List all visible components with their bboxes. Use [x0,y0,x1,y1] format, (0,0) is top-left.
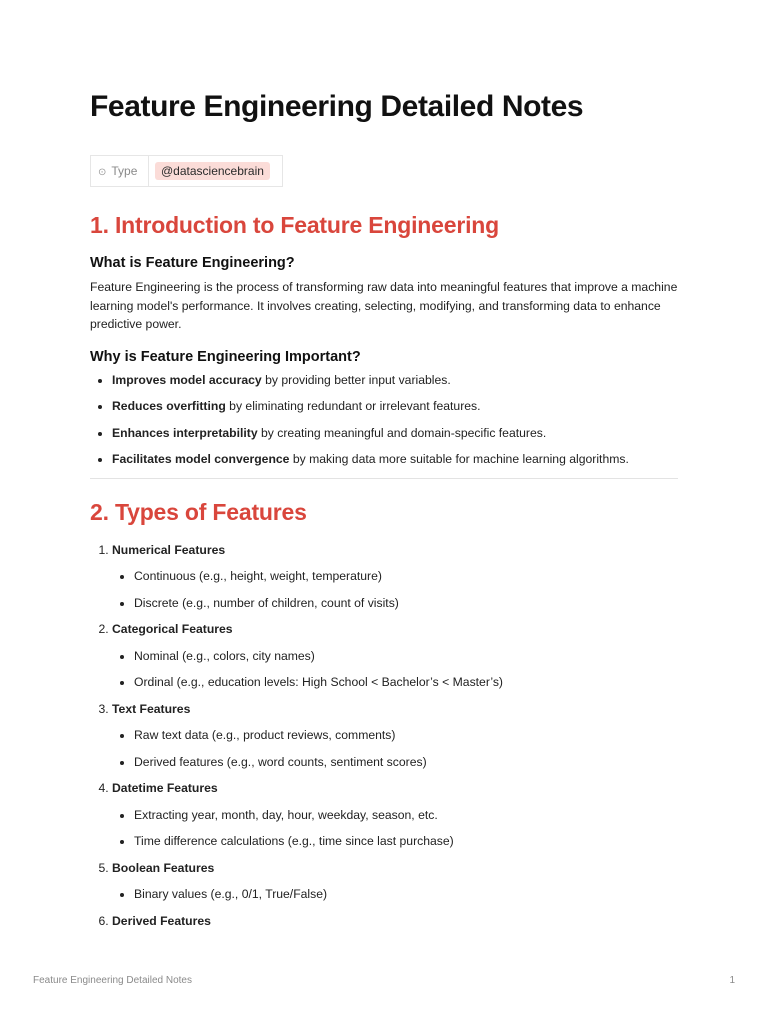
feature-type-sublist [112,568,678,612]
feature-type-sublist [112,727,678,771]
feature-type-subitem: • Time difference calculations (e.g., time since last purchase) [134,833,678,850]
why-important-list [90,372,678,469]
subheading-what-is: What is Feature Engineering? [90,255,295,271]
subheading-why-important: Why is Feature Engineering Important? [90,348,361,365]
feature-type-sublist [112,886,678,903]
feature-type-sublist [112,807,678,851]
feature-type-label: Derived Features [112,913,211,928]
list-item-text: by eliminating redundant or irrelevant features. [225,399,481,413]
footer-page-number: 1 [729,975,735,986]
property-key [91,156,149,186]
list-item [112,372,678,389]
property-row [90,155,283,187]
feature-type-item [112,621,678,691]
feature-type-subitem: • Raw text data (e.g., product reviews, comments) [134,727,678,744]
feature-type-label: Numerical Features [112,542,226,557]
feature-type-subitem: • Nominal (e.g., colors, city names) [134,648,678,665]
divider [90,478,678,479]
list-item-bold: Reduces overfitting [112,399,226,413]
list-item [112,398,678,415]
list-item [112,425,678,442]
paragraph-definition: Feature Engineering is the process of transforming raw data into meaningful features that improve a machine learning model's performance. It involves creating, selecting, modifying, and transforming data to enhance predictive power. [90,280,678,331]
feature-type-subitem: • Continuous (e.g., height, weight, temperature) [134,568,678,585]
feature-type-label: Text Features [112,701,191,716]
section-heading-introduction: 1. Introduction to Feature Engineering [90,212,499,238]
feature-type-item [112,860,678,904]
feature-type-subitem: • Binary values (e.g., 0/1, True/False) [134,886,678,903]
feature-type-label: Boolean Features [112,860,215,875]
list-item-text: by making data more suitable for machine learning algorithms. [289,452,629,466]
feature-type-sublist [112,648,678,692]
footer-title: Feature Engineering Detailed Notes [33,975,192,986]
list-item-bold: Improves model accuracy [112,372,262,387]
feature-type-item [112,913,678,930]
feature-type-item [112,780,678,850]
feature-type-subitem: • Extracting year, month, day, hour, weekday, season, etc. [134,807,678,824]
feature-type-subitem: • Ordinal (e.g., education levels: High School < Bachelor’s < Master’s) [134,674,678,691]
list-item [112,451,678,468]
list-item-text: by providing better input variables. [261,372,451,387]
property-value [149,156,282,186]
document-body [90,200,678,939]
property-key-label: Type [111,164,138,178]
feature-type-subitem: • Derived features (e.g., word counts, sentiment scores) [134,754,678,771]
feature-type-subitem: • Discrete (e.g., number of children, count of visits) [134,595,678,612]
tag-datasciencebrain[interactable]: @datasciencebrain [155,162,270,180]
target-circle-icon: ⊙ [98,166,107,178]
feature-type-label: Datetime Features [112,781,218,795]
feature-type-item [112,701,678,771]
list-item-bold: Facilitates model convergence [112,452,290,466]
list-item-bold: Enhances interpretability [112,425,258,440]
list-item-text: by creating meaningful and domain-specific features. [257,425,547,440]
feature-type-label: Categorical Features [112,622,233,636]
page-title: Feature Engineering Detailed Notes [90,90,584,123]
feature-type-item [112,542,678,612]
section-heading-types: 2. Types of Features [90,498,307,525]
feature-types-list [90,542,678,930]
